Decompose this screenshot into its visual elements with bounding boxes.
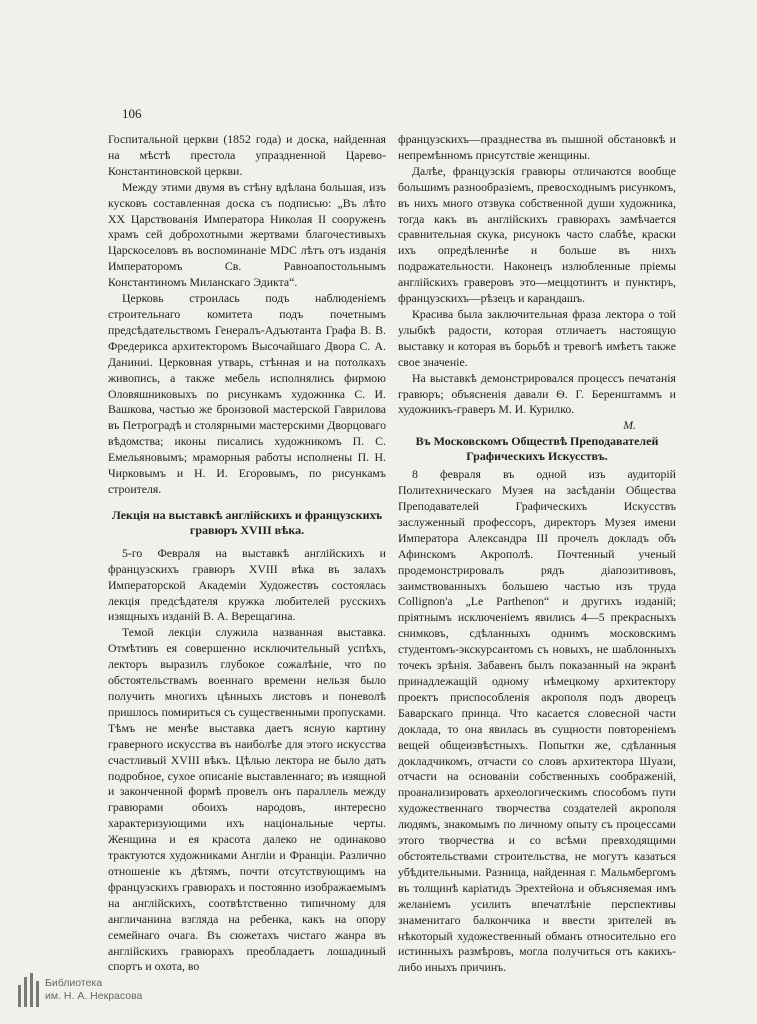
- left-paragraph-2: Между этими двумя въ стѣну вдѣлана большая, изъ кусковъ составленная доска съ подписью: „Въ лѣто XX Царствованія Императора Николая II сооруженъ храмъ сей доброхотными жертвами благочестивыхъ Царскоселовъ въ воспоминаніе MDC лѣтъ отъ изданія Императоромъ Св. Равноапостольнымъ Константиномъ Миланскаго Эдикта“.: [108, 179, 386, 290]
- right-section-heading: Въ Московскомъ Обществѣ Преподавателей Графическихъ Искусствъ.: [415, 434, 659, 464]
- left-section-heading: Лекція на выставкѣ англійскихъ и французскихъ гравюръ XVIII вѣка.: [111, 507, 383, 537]
- library-watermark: [18, 970, 178, 1010]
- library-name: [45, 977, 142, 1003]
- author-signature: М.: [623, 418, 636, 433]
- left-column: [108, 132, 386, 975]
- right-paragraph-1: французскихъ—празднества въ пышной обстановкѣ и непремѣнномъ присутствіе женщины.: [398, 132, 676, 162]
- library-name-line-1: Библиотека: [45, 977, 103, 989]
- left-paragraph-1: Госпитальной церкви (1852 года) и доска, найденная на мѣстѣ престола упраздненной Царево-Константиновской церкви.: [108, 132, 386, 178]
- left-paragraph-4: 5-го Февраля на выставкѣ англійскихъ и французскихъ гравюръ XVIII вѣка въ залахъ Императорской Академіи Художествъ состоялась лекція предсѣдателя кружка любителей русскихъ изящныхъ изданій В. А. Верещагина.: [108, 545, 386, 624]
- left-paragraph-5: Темой лекціи служила названная выставка. Отмѣтивъ ея совершенно исключительный успѣхъ, лекторъ выразилъ глубокое сожалѣніе, что по обстоятельствамъ военнаго времени нельзя было получить многихъ цѣнныхъ листовъ и поневолѣ пришлось помириться съ существенными пропусками. Тѣмъ не менѣе выставка даетъ ясную картину граверного искусства въ наиболѣе для этого искусства счастливый XVIII вѣкъ. Цѣлью лектора не было дать подробное, сухое описаніе выставленнаго; въ изящной и законченной формѣ провелъ онъ параллель между гравюрами обоихъ народовъ, интересно характеризующими ихъ національные черты. Женщина и ея красота далеко не одинаково трактуются художниками Англіи и Франціи. Различно отношеніе къ дѣтямъ, почти отсутствующимъ на французскихъ гравюрахъ и постоянно изображаемымъ на англійскихъ, соотвѣтственно типичному для англичанина взгляда на ребенка, какъ на опору семейнаго очага. Въ сюжетахъ чистаго жанра въ англійскихъ гравюрахъ преобладаетъ лошадиный спортъ и охота, во: [108, 625, 386, 974]
- left-paragraph-3: Церковь строилась подъ наблюденіемъ строительнаго комитета подъ почетнымъ предсѣдательствомъ Генералъ-Адъютанта Графа В. В. Фредерикса архитекторомъ Высочайшаго Двора С. А. Даниниі. Церковная утварь, стѣнная и на потолкахъ живопись, а также мебель исполнялись фирмою Оловяшниковыхъ по рисункамъ художника С. И. Вашкова, частью же бронзовой мастерской Гаврилова въ Петроградѣ и столярными мастерскими Дворцоваго вѣдомства; иконы писались художникомъ П. С. Емельяновымъ; мраморныя работы исполнены П. Н. Чирковымъ и Н. И. Егоровымъ, по рисункамъ строителя.: [108, 291, 386, 496]
- right-paragraph-3: Красива была заключительная фраза лектора о той улыбкѣ радости, которая отличаетъ настоящую выставку и которая въ борьбѣ и тревогѣ имѣетъ также свое значеніе.: [398, 306, 676, 369]
- right-column: [398, 132, 676, 976]
- right-paragraph-4: На выставкѣ демонстрировался процессъ печатанія гравюръ; объясненія давали Ѳ. Г. Беренштаммъ и художникъ-граверъ М. И. Курилко.: [398, 370, 676, 417]
- right-paragraph-2: Далѣе, французскія гравюры отличаются вообще большимъ разнообразіемъ, превосходнымъ рисункомъ, въ нихъ много отзвука собственной души художника, тогда какъ въ англійскихъ гравюрахъ замѣчается сравнительная скука, рисунокъ часто слабѣе, краски ихъ опредѣленнѣе и больше въ нихъ подражательности. Наконецъ излюбленные пріемы англійскихъ граверовъ это—меццотинтъ и пунктиръ, французскихъ—рѣзецъ и карандашъ.: [398, 163, 676, 306]
- page-number: 106: [122, 106, 142, 121]
- right-paragraph-5: 8 февраля въ одной изъ аудиторій Политехническаго Музея на засѣданіи Общества Преподавателей Графическихъ Искусствъ заслуженный профессоръ, директоръ Музея имени Императора Александра III прочелъ докладъ объ Афинскомъ Акрополѣ. Почтенный ученый продемонстрировалъ рядъ діапозитивовъ, заимствованныхъ большею частью изъ труда Collignon'a „Le Parthenon“ и другихъ изданій; пріятнымъ исключеніемъ явились 4—5 прекрасныхъ снимковъ, сдѣланныхъ однимъ московскимъ студентомъ-экскурсантомъ съ новыхъ, не шаблонныхъ точекъ зрѣнія. Забавенъ былъ показанный на экранѣ принадлежащій одному нѣмецкому архитектору проектъ приспособленія акрополя подъ дворецъ Баварскаго принца. Что касается словесной части доклада, то она явилась въ сущности повтореніемъ вещей общеизвѣстныхъ. Попытки же, сдѣланныя докладчикомъ, отчасти со словъ архитектора Шуази, отчасти на основаніи собственныхъ соображеній, проанализировать археологическимъ способомъ пути художественнаго творчества создателей акрополя людямъ, знакомымъ по личному опыту съ процессами этого творчества и со всѣми превходящими обстоятельствами строительства, не могутъ казаться убѣдительными. Разница, найденная г. Мальмбергомъ въ толщинѣ каріатидъ Эрехтейона и объясняемая имъ желаніемъ усилить впечатлѣніе перспективы знаменитаго балкончика и ввести зрителей въ нѣкоторый художественный обманъ относительно его истинныхъ размѣровъ, могла получиться отъ какихъ-либо иныхъ причинъ.: [398, 467, 676, 975]
- library-name-line-2: им. Н. А. Некрасова: [45, 990, 143, 1002]
- library-logo-icon: [18, 973, 39, 1007]
